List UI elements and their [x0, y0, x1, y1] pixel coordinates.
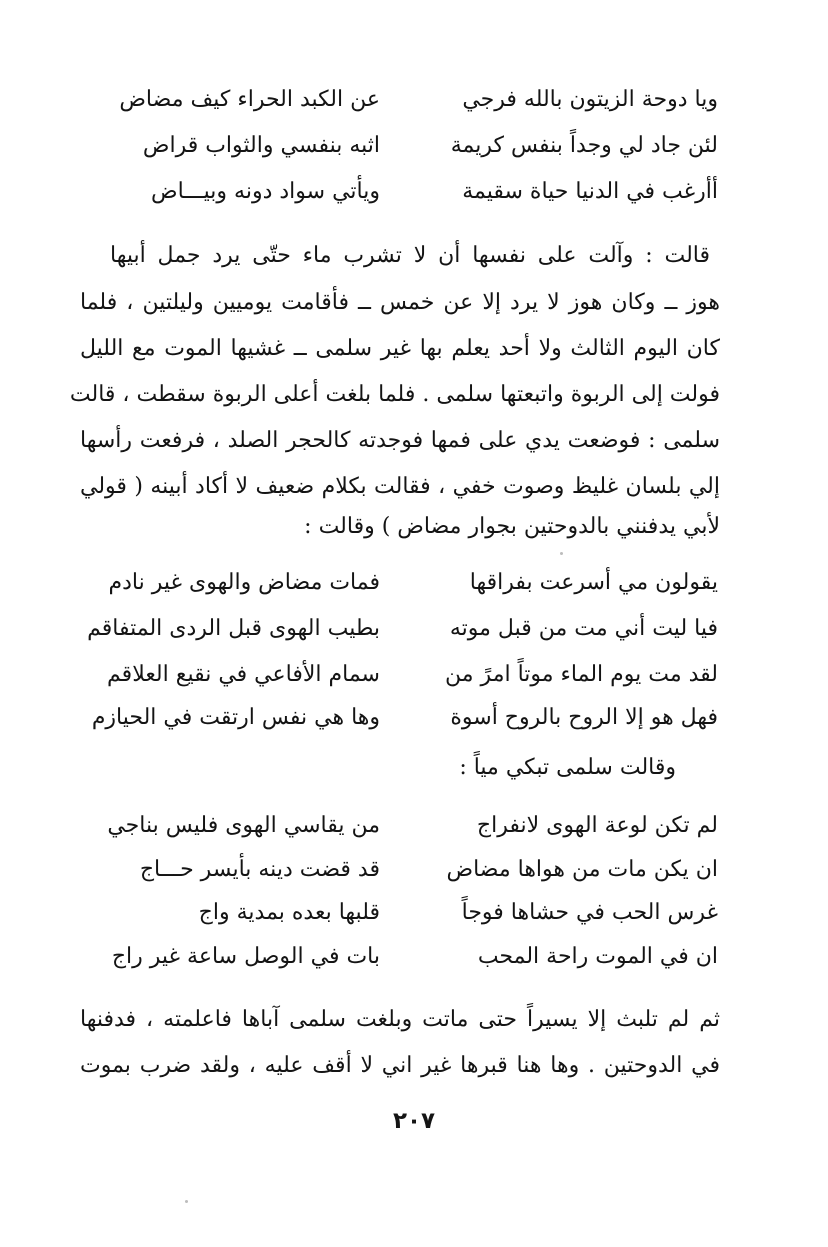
verse-5-first-hemistich: فيا ليت أني مت من قبل موته: [449, 616, 718, 641]
paragraph-1-line-6: إلي بلسان غليظ وصوت خفي ، فقالت بكلام ضعيف لا أكاد أبينه ( قولي: [80, 474, 720, 499]
verse-5-second-hemistich: بطيب الهوى قبل الردى المتفاقم: [87, 616, 380, 641]
verse-intro-line: وقالت سلمى تبكي مياً :: [459, 755, 676, 780]
paragraph-1-line-5: سلمى : فوضعت يدي على فمها فوجدته كالحجر الصلد ، فرفعت رأسها: [80, 428, 720, 453]
verse-1-first-hemistich: ويا دوحة الزيتون بالله فرجي: [462, 87, 718, 112]
verse-7-second-hemistich: وها هي نفس ارتقت في الحيازم: [91, 705, 380, 730]
verse-8-first-hemistich: لم تكن لوعة الهوى لانفراج: [476, 813, 718, 838]
paragraph-1-line-7: لأبي يدفنني بالدوحتين بجوار مضاض ) وقالت :: [304, 514, 720, 539]
verse-1-second-hemistich: عن الكبد الحراء كيف مضاض: [119, 87, 380, 112]
verse-11-second-hemistich: بات في الوصل ساعة غير راج: [111, 944, 380, 969]
page-number: ٢٠٧: [392, 1108, 436, 1134]
paragraph-1-line-1: قالت : وآلت على نفسها أن لا تشرب ماء حتّى يرد جمل أبيها: [110, 243, 710, 268]
scan-speck: [560, 552, 563, 555]
verse-2-first-hemistich: لئن جاد لي وجداً بنفس كريمة: [450, 133, 718, 158]
verse-6-first-hemistich: لقد مت يوم الماء موتاً امرً من: [445, 662, 718, 687]
verse-2-second-hemistich: اثبه بنفسي والثواب قراض: [142, 133, 380, 158]
verse-3-first-hemistich: أأرغب في الدنيا حياة سقيمة: [462, 179, 718, 204]
paragraph-1-line-3: كان اليوم الثالث ولا أحد يعلم بها غير سلمى ــ غشيها الموت مع الليل: [80, 336, 720, 361]
paragraph-1-line-2: هوز ــ وكان هوز لا يرد إلا عن خمس ــ فأقامت يوميين وليلتين ، فلما: [80, 290, 720, 315]
verse-7-first-hemistich: فهل هو إلا الروح بالروح أسوة: [450, 705, 718, 730]
verse-8-second-hemistich: من يقاسي الهوى فليس بناجي: [107, 813, 380, 838]
verse-9-first-hemistich: ان يكن مات من هواها مضاض: [446, 857, 718, 882]
verse-4-second-hemistich: فمات مضاض والهوى غير نادم: [108, 570, 380, 595]
paragraph-1-line-4: فولت إلى الربوة واتبعتها سلمى . فلما بلغت أعلى الربوة سقطت ، قالت: [69, 382, 720, 407]
verse-9-second-hemistich: قد قضت دينه بأيسر حـــاج: [139, 857, 380, 882]
scan-speck: [185, 1200, 188, 1203]
verse-11-first-hemistich: ان في الموت راحة المحب: [477, 944, 718, 969]
verse-10-second-hemistich: قلبها بعده بمدية واج: [198, 900, 380, 925]
verse-6-second-hemistich: سمام الأفاعي في نقيع العلاقم: [107, 662, 380, 687]
paragraph-2-line-1: ثم لم تلبث إلا يسيراً حتى ماتت وبلغت سلمى آباها فاعلمته ، فدفنها: [80, 1007, 720, 1032]
verse-10-first-hemistich: غرس الحب في حشاها فوجاً: [461, 900, 718, 925]
verse-4-first-hemistich: يقولون مي أسرعت بفراقها: [469, 570, 718, 595]
paragraph-2-line-2: في الدوحتين . وها هنا قبرها غير اني لا أقف عليه ، ولقد ضرب بموت: [80, 1053, 720, 1078]
verse-3-second-hemistich: ويأتي سواد دونه وبيـــاض: [151, 179, 380, 204]
